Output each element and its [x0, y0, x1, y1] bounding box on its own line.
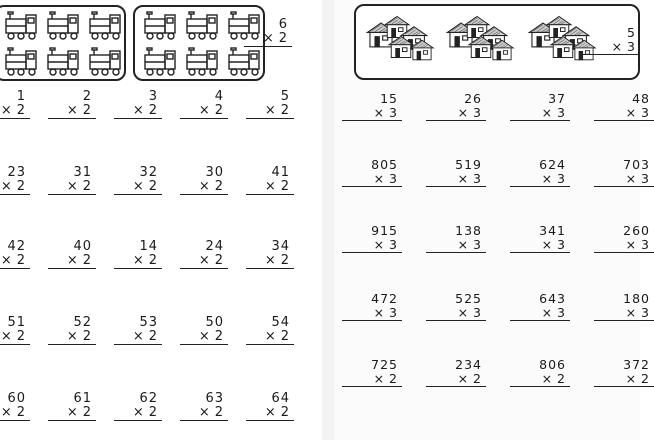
times-sign: ×	[198, 103, 211, 118]
multiplicand: 26	[464, 91, 482, 106]
multiplier: 2	[280, 179, 290, 194]
multiplier: 2	[82, 103, 92, 118]
multiplication-problem	[342, 92, 402, 121]
multiplicand: 23	[7, 165, 26, 180]
times-sign: ×	[198, 179, 211, 194]
multiplicand: 703	[623, 157, 650, 172]
multiplication-problem	[48, 90, 96, 119]
multiplier-line	[48, 180, 96, 195]
multiplicand: 472	[371, 291, 398, 306]
multiplier-line	[510, 172, 570, 187]
multiplication-problem	[510, 358, 570, 387]
multiplier: 2	[82, 329, 92, 344]
multiplicand: 1	[16, 89, 26, 104]
multiplication-problem	[594, 358, 654, 387]
multiplicand: 63	[205, 391, 224, 406]
multiplier: 3	[389, 237, 398, 252]
multiplier: 3	[389, 171, 398, 186]
left-worksheet-panel	[0, 0, 322, 440]
multiplier-line	[114, 254, 162, 269]
multiplier: 3	[627, 39, 636, 54]
times-sign: ×	[373, 237, 386, 252]
multiplication-problem	[426, 92, 486, 121]
multiplier-line	[48, 330, 96, 345]
train-icon	[46, 47, 82, 77]
multiplier: 2	[214, 405, 224, 420]
times-sign: ×	[373, 371, 386, 386]
multiplier-line	[48, 104, 96, 119]
times-sign: ×	[373, 105, 386, 120]
multiplier-line	[48, 254, 96, 269]
multiplier: 2	[280, 329, 290, 344]
multiplication-problem	[594, 224, 654, 253]
multiplicand: 4	[214, 89, 224, 104]
multiplier-line	[180, 330, 228, 345]
multiplier-line	[426, 238, 486, 253]
multiplication-problem	[48, 166, 96, 195]
multiplicand: 24	[205, 239, 224, 254]
multiplier-line	[246, 330, 294, 345]
multiplicand: 30	[205, 165, 224, 180]
times-sign: ×	[0, 103, 13, 118]
multiplier: 2	[16, 405, 26, 420]
multiplier: 2	[82, 179, 92, 194]
multiplier-line	[510, 306, 570, 321]
multiplication-problem	[594, 92, 654, 121]
multiplicand: 53	[139, 315, 158, 330]
multiplier: 3	[641, 237, 650, 252]
multiplier: 2	[278, 31, 288, 46]
multiplicand: 54	[271, 315, 290, 330]
multiplier: 2	[16, 179, 26, 194]
times-sign: ×	[0, 179, 13, 194]
multiplication-problem	[246, 90, 294, 119]
multiplication-problem	[48, 316, 96, 345]
train-group-frame-1	[0, 5, 126, 81]
train-icon	[88, 47, 124, 77]
multiplier-line	[114, 180, 162, 195]
page-gutter	[322, 0, 334, 440]
multiplier: 3	[557, 105, 566, 120]
multiplicand: 6	[278, 17, 288, 32]
multiplication-problem	[114, 240, 162, 269]
times-sign: ×	[264, 179, 277, 194]
multiplicand: 260	[623, 223, 650, 238]
train-icon	[143, 47, 179, 77]
times-sign: ×	[132, 253, 145, 268]
multiplication-problem	[0, 166, 30, 195]
times-sign: ×	[541, 171, 554, 186]
multiplier-line	[180, 406, 228, 421]
multiplier-line	[342, 172, 402, 187]
multiplicand: 341	[539, 223, 566, 238]
multiplication-problem	[246, 392, 294, 421]
multiplier: 3	[473, 171, 482, 186]
multiplier-line	[342, 106, 402, 121]
multiplication-problem	[246, 166, 294, 195]
multiplier: 2	[557, 371, 566, 386]
multiplicand: 624	[539, 157, 566, 172]
multiplier: 3	[473, 237, 482, 252]
multiplier: 2	[16, 253, 26, 268]
multiplier-line	[580, 40, 640, 55]
times-sign: ×	[457, 171, 470, 186]
times-sign: ×	[457, 305, 470, 320]
multiplier: 3	[641, 105, 650, 120]
multiplicand: 138	[455, 223, 482, 238]
multiplicand: 519	[455, 157, 482, 172]
times-sign: ×	[625, 237, 638, 252]
multiplier-line	[48, 406, 96, 421]
multiplication-problem	[510, 224, 570, 253]
multiplication-problem	[114, 90, 162, 119]
multiplier-line	[426, 106, 486, 121]
times-sign: ×	[0, 253, 13, 268]
multiplier: 2	[148, 405, 158, 420]
multiplication-problem	[510, 92, 570, 121]
multiplier: 2	[16, 103, 26, 118]
train-icon	[185, 11, 221, 41]
multiplier-line	[594, 106, 654, 121]
times-sign: ×	[541, 305, 554, 320]
multiplicand: 37	[548, 91, 566, 106]
house-icon	[488, 38, 516, 62]
multiplier: 3	[389, 305, 398, 320]
multiplier-line	[0, 254, 30, 269]
multiplier-line	[594, 238, 654, 253]
multiplicand: 42	[7, 239, 26, 254]
multiplication-problem	[0, 90, 30, 119]
times-sign: ×	[132, 329, 145, 344]
train-icon	[227, 47, 263, 77]
multiplicand: 62	[139, 391, 158, 406]
times-sign: ×	[132, 103, 145, 118]
multiplicand: 372	[623, 357, 650, 372]
multiplicand: 50	[205, 315, 224, 330]
times-sign: ×	[264, 329, 277, 344]
multiplier-line	[246, 254, 294, 269]
multiplier-line	[180, 180, 228, 195]
train-icon	[185, 47, 221, 77]
times-sign: ×	[541, 237, 554, 252]
house-icon	[408, 38, 436, 62]
multiplication-problem	[342, 292, 402, 321]
multiplication-problem	[426, 358, 486, 387]
times-sign: ×	[262, 31, 275, 46]
multiplication-problem	[180, 240, 228, 269]
times-sign: ×	[66, 329, 79, 344]
times-sign: ×	[264, 253, 277, 268]
multiplication-problem	[342, 358, 402, 387]
multiplicand: 48	[632, 91, 650, 106]
multiplier-line	[594, 306, 654, 321]
multiplicand: 180	[623, 291, 650, 306]
multiplier-line	[0, 180, 30, 195]
multiplier: 3	[641, 305, 650, 320]
multiplicand: 51	[7, 315, 26, 330]
multiplier: 2	[280, 253, 290, 268]
times-sign: ×	[0, 329, 13, 344]
times-sign: ×	[66, 179, 79, 194]
multiplication-problem	[48, 240, 96, 269]
multiplier-line	[246, 104, 294, 119]
multiplier: 2	[214, 329, 224, 344]
multiplicand: 41	[271, 165, 290, 180]
times-sign: ×	[373, 171, 386, 186]
train-icon	[143, 11, 179, 41]
train-icon	[88, 11, 124, 41]
multiplication-problem	[0, 240, 30, 269]
multiplier: 2	[214, 179, 224, 194]
multiplier: 2	[280, 405, 290, 420]
multiplication-problem	[342, 224, 402, 253]
multiplicand: 52	[73, 315, 92, 330]
multiplicand: 34	[271, 239, 290, 254]
times-sign: ×	[373, 305, 386, 320]
times-sign: ×	[66, 405, 79, 420]
times-sign: ×	[0, 405, 13, 420]
times-sign: ×	[457, 105, 470, 120]
times-sign: ×	[132, 179, 145, 194]
multiplier: 2	[280, 103, 290, 118]
multiplier: 3	[557, 305, 566, 320]
multiplicand: 643	[539, 291, 566, 306]
multiplier: 2	[148, 253, 158, 268]
multiplication-problem	[114, 166, 162, 195]
multiplicand: 32	[139, 165, 158, 180]
multiplicand: 5	[280, 89, 290, 104]
multiplier-line	[180, 104, 228, 119]
multiplication-problem	[246, 240, 294, 269]
multiplicand: 3	[148, 89, 158, 104]
multiplier-line	[510, 106, 570, 121]
multiplication-problem	[180, 316, 228, 345]
times-sign: ×	[132, 405, 145, 420]
multiplier: 3	[473, 305, 482, 320]
picture-problem	[244, 18, 292, 47]
multiplier-line	[342, 306, 402, 321]
multiplier: 3	[557, 237, 566, 252]
multiplier-line	[342, 372, 402, 387]
multiplier-line	[114, 104, 162, 119]
multiplicand: 61	[73, 391, 92, 406]
multiplication-problem	[0, 392, 30, 421]
train-icon	[46, 11, 82, 41]
multiplication-problem	[114, 392, 162, 421]
multiplier-line	[0, 104, 30, 119]
multiplication-problem	[180, 392, 228, 421]
multiplier: 2	[148, 329, 158, 344]
multiplier-line	[114, 406, 162, 421]
multiplier-line	[246, 406, 294, 421]
multiplicand: 5	[627, 25, 636, 40]
multiplier-line	[180, 254, 228, 269]
multiplier-line	[426, 306, 486, 321]
multiplicand: 725	[371, 357, 398, 372]
multiplier: 2	[473, 371, 482, 386]
multiplicand: 40	[73, 239, 92, 254]
multiplication-problem	[48, 392, 96, 421]
multiplier: 2	[148, 179, 158, 194]
multiplier: 3	[473, 105, 482, 120]
multiplicand: 915	[371, 223, 398, 238]
times-sign: ×	[611, 39, 624, 54]
multiplier: 2	[148, 103, 158, 118]
multiplier-line	[594, 172, 654, 187]
multiplier-line	[594, 372, 654, 387]
multiplicand: 64	[271, 391, 290, 406]
multiplier-line	[510, 372, 570, 387]
times-sign: ×	[457, 371, 470, 386]
train-icon	[4, 11, 40, 41]
multiplier: 2	[16, 329, 26, 344]
multiplier: 2	[214, 103, 224, 118]
multiplicand: 805	[371, 157, 398, 172]
times-sign: ×	[625, 171, 638, 186]
multiplicand: 2	[82, 89, 92, 104]
times-sign: ×	[541, 371, 554, 386]
multiplier-line	[510, 238, 570, 253]
times-sign: ×	[625, 305, 638, 320]
multiplicand: 60	[7, 391, 26, 406]
multiplier-line	[0, 330, 30, 345]
multiplicand: 15	[380, 91, 398, 106]
multiplication-problem	[510, 158, 570, 187]
times-sign: ×	[66, 103, 79, 118]
train-icon	[4, 47, 40, 77]
multiplicand: 14	[139, 239, 158, 254]
multiplicand: 525	[455, 291, 482, 306]
multiplication-problem	[594, 292, 654, 321]
multiplication-problem	[180, 90, 228, 119]
multiplication-problem	[594, 158, 654, 187]
times-sign: ×	[541, 105, 554, 120]
multiplication-problem	[0, 316, 30, 345]
multiplier: 3	[641, 171, 650, 186]
multiplication-problem	[342, 158, 402, 187]
picture-problem	[580, 26, 640, 55]
multiplier: 2	[214, 253, 224, 268]
multiplier-line	[246, 180, 294, 195]
multiplication-problem	[426, 292, 486, 321]
times-sign: ×	[264, 405, 277, 420]
multiplicand: 806	[539, 357, 566, 372]
multiplication-problem	[510, 292, 570, 321]
multiplier: 3	[557, 171, 566, 186]
multiplier: 2	[82, 253, 92, 268]
times-sign: ×	[198, 329, 211, 344]
times-sign: ×	[198, 405, 211, 420]
multiplicand: 234	[455, 357, 482, 372]
multiplier-line	[342, 238, 402, 253]
multiplier-line	[426, 172, 486, 187]
multiplier-line	[244, 32, 292, 47]
multiplier-line	[0, 406, 30, 421]
multiplication-problem	[426, 224, 486, 253]
times-sign: ×	[625, 371, 638, 386]
multiplicand: 31	[73, 165, 92, 180]
multiplication-problem	[246, 316, 294, 345]
multiplication-problem	[180, 166, 228, 195]
times-sign: ×	[264, 103, 277, 118]
multiplier-line	[114, 330, 162, 345]
times-sign: ×	[625, 105, 638, 120]
times-sign: ×	[66, 253, 79, 268]
multiplication-problem	[114, 316, 162, 345]
multiplication-problem	[426, 158, 486, 187]
multiplier-line	[426, 372, 486, 387]
times-sign: ×	[457, 237, 470, 252]
right-worksheet-panel	[334, 0, 650, 440]
multiplier: 2	[641, 371, 650, 386]
times-sign: ×	[198, 253, 211, 268]
multiplier: 3	[389, 105, 398, 120]
multiplier: 2	[82, 405, 92, 420]
multiplier: 2	[389, 371, 398, 386]
